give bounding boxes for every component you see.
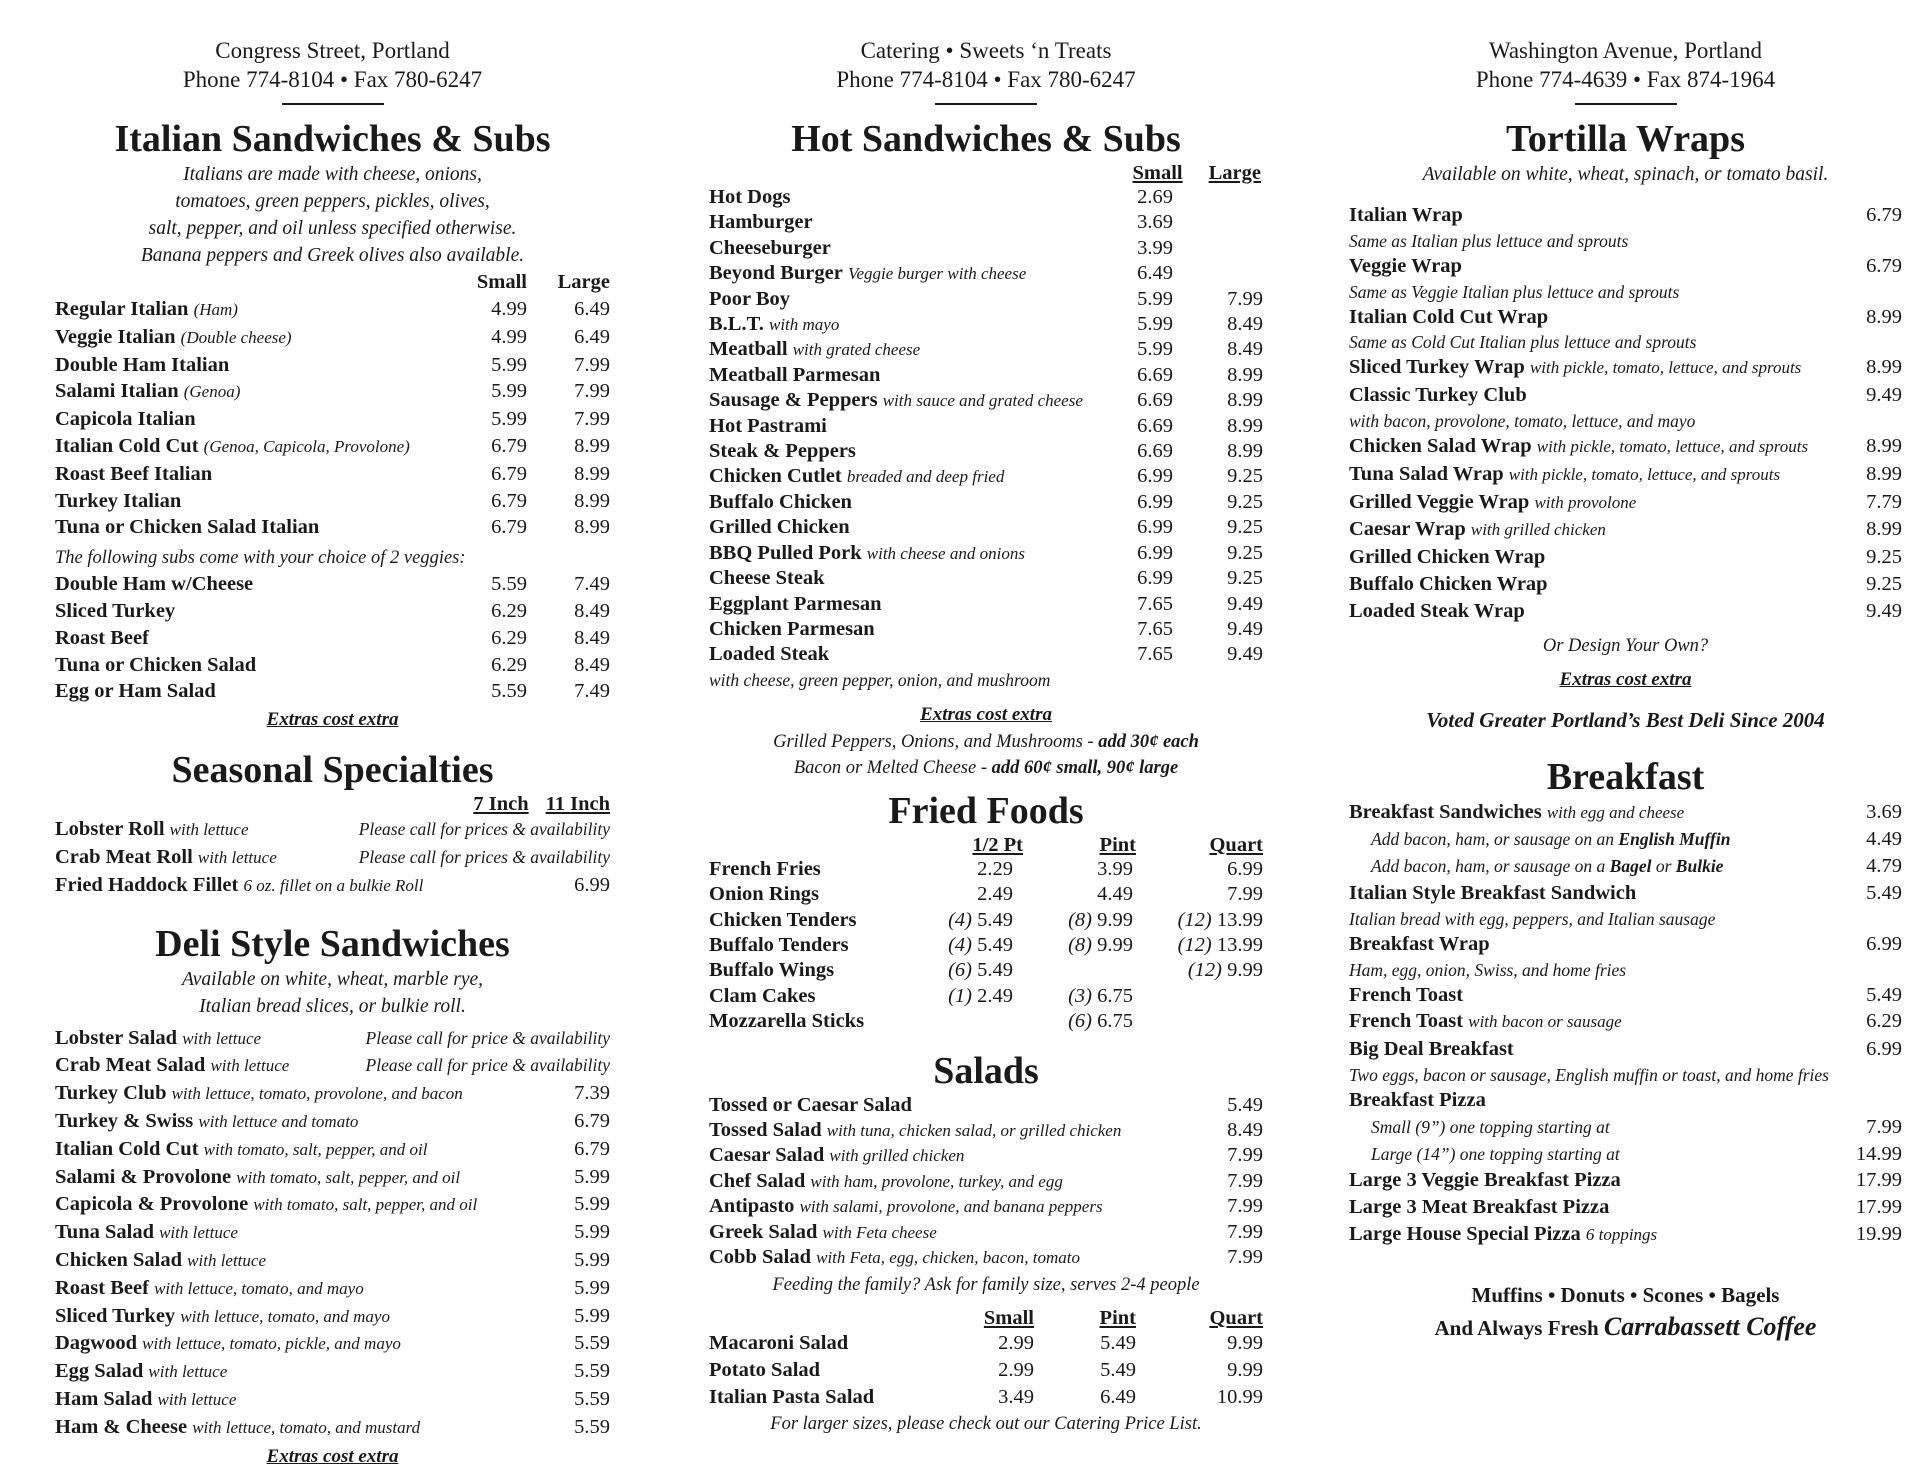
location-address: Congress Street, Portland [215, 38, 450, 63]
list-item: Chef Salad with ham, provolone, turkey, and egg 7.99 [709, 1169, 1263, 1192]
list-item: Hot Pastrami 6.69 8.99 [709, 414, 1263, 437]
list-item: Large 3 Veggie Breakfast Pizza 17.99 [1349, 1169, 1902, 1192]
list-item: French Toast 5.49 [1349, 983, 1902, 1006]
item-description: Same as Italian plus lettuce and sprouts [1349, 230, 1629, 251]
section-title-hot: Hot Sandwiches & Subs [791, 118, 1181, 160]
list-item: Mozzarella Sticks (6) 6.75 [709, 1010, 1133, 1033]
italian-column-headers: Small Large [476, 271, 610, 293]
family-size-note: Feeding the family? Ask for family size, serves 2-4 people [772, 1275, 1200, 1296]
list-item: Tuna or Chicken Salad 6.29 8.49 [55, 653, 610, 676]
extras-note: Extras cost extra [1559, 668, 1692, 690]
hot-list [709, 185, 1263, 668]
list-item: Tuna or Chicken Salad Italian 6.79 8.99 [55, 516, 610, 539]
list-item: Hot Dogs 2.69 [709, 186, 1173, 208]
list-item: Tossed or Caesar Salad 5.49 [709, 1093, 1263, 1116]
list-item: Salami Italian (Genoa) 5.99 7.99 [55, 380, 610, 403]
list-item: Beyond Burger Veggie burger with cheese 6.49 [709, 262, 1173, 285]
list-item: Lobster Roll with lettuce Please call for prices & availability [55, 818, 610, 841]
list-item: Large (14”) one topping starting at 14.99 [1371, 1142, 1902, 1165]
list-item: Greek Salad with Feta cheese 7.99 [709, 1220, 1263, 1243]
location-phone: Phone 774-8104 • Fax 780-6247 [836, 67, 1136, 92]
list-item: Tuna Salad Wrap with pickle, tomato, lettuce, and sprouts 8.99 [1349, 462, 1902, 485]
list-item: Caesar Salad with grilled chicken 7.99 [709, 1144, 1263, 1167]
design-your-own: Or Design Your Own? [1542, 635, 1709, 656]
list-item: Sliced Turkey Wrap with pickle, tomato, lettuce, and sprouts 8.99 [1349, 356, 1902, 379]
list-item: Add bacon, ham, or sausage on a Bagel or Bulkie 4.79 [1371, 855, 1902, 878]
list-item: Sliced Turkey 6.29 8.49 [55, 599, 610, 622]
list-item: Grilled Chicken Wrap 9.25 [1349, 546, 1902, 569]
item-description: Same as Veggie Italian plus lettuce and sprouts [1349, 281, 1680, 302]
extras-note: Extras cost extra [266, 709, 399, 731]
list-item: Cheeseburger 3.99 [709, 236, 1173, 259]
location-phone: Phone 774-8104 • Fax 780-6247 [182, 67, 483, 92]
list-item: Clam Cakes (1) 2.49 (3) 6.75 [709, 984, 1133, 1007]
list-item: French Fries 2.29 3.99 6.99 [709, 857, 1263, 880]
list-item: Regular Italian (Ham) 4.99 6.49 [55, 298, 610, 320]
list-item: Macaroni Salad 2.99 5.49 9.99 [709, 1332, 1263, 1355]
item-description: Italian bread with egg, peppers, and Italian sausage [1349, 908, 1716, 929]
section-title-salads: Salads [933, 1049, 1039, 1092]
list-item: Chicken Salad Wrap with pickle, tomato, lettuce, and sprouts 8.99 [1349, 434, 1902, 457]
list-item: Big Deal Breakfast 6.99 [1349, 1038, 1902, 1061]
section-title-italian: Italian Sandwiches & Subs [114, 118, 551, 160]
list-item: Ham Salad with lettuce 5.59 [55, 1387, 610, 1410]
list-item: Grilled Veggie Wrap with provolone 7.79 [1349, 490, 1902, 513]
veggies-note: The following subs come with your choice of 2 veggies: [55, 548, 466, 569]
item-description: with bacon, provolone, tomato, lettuce, and mayo [1349, 410, 1696, 431]
section-title-deli: Deli Style Sandwiches [155, 922, 510, 965]
list-item: Italian Cold Cut with tomato, salt, pepper, and oil 6.79 [55, 1137, 610, 1160]
wraps-description: Available on white, wheat, spinach, or tomato basil. [1422, 164, 1829, 185]
list-item: Italian Cold Cut (Genoa, Capicola, Provolone) 6.79 8.99 [55, 434, 610, 457]
list-item: BBQ Pulled Pork with cheese and onions 6.99 9.25 [709, 541, 1263, 564]
list-item: Grilled Chicken 6.99 9.25 [709, 516, 1263, 539]
loaded-steak-note: with cheese, green pepper, onion, and mushroom [709, 669, 1051, 690]
section-title-wraps: Tortilla Wraps [1506, 118, 1745, 160]
list-item: B.L.T. with mayo 5.99 8.49 [709, 313, 1263, 336]
list-item: Antipasto with salami, provolone, and banana peppers 7.99 [709, 1195, 1263, 1218]
voted-best-deli: Voted Greater Portland’s Best Deli Since 2004 [1426, 707, 1825, 732]
list-item: Potato Salad 2.99 5.49 9.99 [709, 1359, 1263, 1382]
list-item: Capicola Italian 5.99 7.99 [55, 408, 610, 431]
list-item: Onion Rings 2.49 4.49 7.99 [709, 883, 1263, 906]
item-description: Two eggs, bacon or sausage, English muffin or toast, and home fries [1349, 1064, 1829, 1085]
list-item: Breakfast Wrap 6.99 [1349, 932, 1902, 955]
column-washington-avenue [1349, 36, 1902, 1344]
location-address: Washington Avenue, Portland [1488, 38, 1763, 63]
list-item: Italian Wrap 6.79 [1349, 204, 1902, 226]
list-item: Chicken Cutlet breaded and deep fried 6.99 9.25 [709, 465, 1263, 488]
italian-list [55, 296, 610, 541]
column-congress-street [55, 36, 610, 1471]
list-item: Ham & Cheese with lettuce, tomato, and mustard 5.59 [55, 1415, 610, 1438]
list-item: Veggie Wrap 6.79 [1349, 254, 1902, 277]
fried-column-headers: 1/2 Pt Pint Quart [972, 833, 1263, 856]
list-item: Poor Boy 5.99 7.99 [709, 287, 1263, 310]
list-item: Small (9”) one topping starting at 7.99 [1371, 1115, 1902, 1138]
sides-column-headers: Small Pint Quart [983, 1307, 1263, 1330]
coffee-line: And Always Fresh Carrabassett Coffee [1434, 1311, 1817, 1341]
addon-bacon: Bacon or Melted Cheese - add 60¢ small, 90¢ large [793, 757, 1179, 778]
deli-list [55, 1025, 610, 1442]
seasonal-column-headers: 7 Inch 11 Inch [473, 793, 610, 816]
list-item: Add bacon, ham, or sausage on an English Muffin 4.49 [1371, 828, 1902, 851]
list-item: Sliced Turkey with lettuce, tomato, and mayo 5.99 [55, 1304, 610, 1327]
list-item: Italian Cold Cut Wrap 8.99 [1349, 305, 1902, 328]
list-item: Classic Turkey Club 9.49 [1349, 384, 1902, 407]
list-item: Roast Beef with lettuce, tomato, and mayo 5.99 [55, 1276, 610, 1299]
veggie-subs-list [55, 571, 610, 705]
list-item: Roast Beef Italian 6.79 8.99 [55, 462, 610, 485]
list-item: Egg or Ham Salad 5.59 7.49 [55, 680, 610, 703]
list-item: Chicken Parmesan 7.65 9.49 [709, 617, 1263, 640]
divider [1575, 103, 1677, 105]
list-item: Egg Salad with lettuce 5.59 [55, 1360, 610, 1383]
list-item: Meatball with grated cheese 5.99 8.49 [709, 338, 1263, 361]
location-address: Catering • Sweets ‘n Treats [860, 38, 1112, 63]
seasonal-list [55, 816, 610, 899]
list-item: Double Ham w/Cheese 5.59 7.49 [55, 573, 610, 596]
list-item: Veggie Italian (Double cheese) 4.99 6.49 [55, 325, 610, 348]
catering-note: For larger sizes, please check out our Catering Price List. [770, 1413, 1202, 1434]
list-item: Meatball Parmesan 6.69 8.99 [709, 363, 1263, 386]
list-item: Capicola & Provolone with tomato, salt, pepper, and oil 5.99 [55, 1193, 610, 1216]
list-item: Turkey Italian 6.79 8.99 [55, 489, 610, 512]
breakfast-list [1349, 799, 1902, 1249]
salad-list [709, 1093, 1263, 1271]
list-item: Cobb Salad with Feta, egg, chicken, bacon, tomato 7.99 [709, 1246, 1263, 1268]
list-item: Turkey Club with lettuce, tomato, provolone, and bacon 7.39 [55, 1082, 610, 1105]
list-item: Buffalo Chicken Wrap 9.25 [1349, 572, 1902, 595]
list-item: Buffalo Chicken 6.99 9.25 [709, 490, 1263, 513]
list-item: Crab Meat Roll with lettuce Please call for prices & availability [55, 845, 610, 868]
deli-description: Available on white, wheat, marble rye, Italian bread slices, or bulkie roll. [181, 968, 484, 1017]
list-item: Lobster Salad with lettuce Please call for price & availability [55, 1026, 610, 1049]
divider [282, 103, 384, 105]
list-item: Dagwood with lettuce, tomato, pickle, and mayo 5.59 [55, 1332, 610, 1355]
list-item: Hamburger 3.69 [709, 211, 1173, 234]
list-item: Chicken Salad with lettuce 5.99 [55, 1248, 610, 1271]
wrap-list [1349, 202, 1902, 625]
list-item: Roast Beef 6.29 8.49 [55, 626, 610, 649]
italian-description: Italians are made with cheese, onions, tomatoes, green peppers, pickles, olives, salt, pepper, and oil unless specified otherwise. Banana peppers and Greek olives also available. [140, 164, 525, 266]
list-item: Breakfast Pizza [1349, 1088, 1486, 1111]
bakery-items: Muffins • Donuts • Scones • Bagels [1471, 1282, 1780, 1307]
side-salads-list [709, 1330, 1263, 1410]
list-item: Breakfast Sandwiches with egg and cheese 3.69 [1349, 800, 1902, 823]
list-item: Loaded Steak Wrap 9.49 [1349, 599, 1902, 622]
list-item: Chicken Tenders (4) 5.49 (8) 9.99 (12) 13.99 [709, 908, 1263, 931]
coffee-brand: Carrabassett Coffee [1603, 1311, 1817, 1341]
list-item: Tossed Salad with tuna, chicken salad, or grilled chicken 8.49 [709, 1118, 1263, 1141]
list-item: Caesar Wrap with grilled chicken 8.99 [1349, 518, 1902, 541]
list-item: Eggplant Parmesan 7.65 9.49 [709, 592, 1263, 615]
list-item: Double Ham Italian 5.99 7.99 [55, 353, 610, 376]
list-item: French Toast with bacon or sausage 6.29 [1349, 1010, 1902, 1033]
list-item: Cheese Steak 6.99 9.25 [709, 567, 1263, 590]
hot-column-headers: Small Large [1132, 162, 1261, 184]
item-description: Same as Cold Cut Italian plus lettuce and sprouts [1349, 332, 1697, 353]
section-title-breakfast: Breakfast [1546, 755, 1705, 798]
column-catering [709, 36, 1263, 1437]
list-item: Buffalo Tenders (4) 5.49 (8) 9.99 (12) 13.99 [709, 933, 1263, 956]
fried-list [709, 857, 1263, 1035]
extras-note: Extras cost extra [266, 1445, 399, 1467]
list-item: Tuna Salad with lettuce 5.99 [55, 1221, 610, 1244]
list-item: Turkey & Swiss with lettuce and tomato 6.79 [55, 1109, 610, 1132]
list-item: Loaded Steak 7.65 9.49 [709, 643, 1263, 666]
addon-peppers: Grilled Peppers, Onions, and Mushrooms - add 30¢ each [773, 731, 1199, 752]
item-description: Ham, egg, onion, Swiss, and home fries [1349, 959, 1627, 980]
section-title-fried: Fried Foods [888, 789, 1084, 832]
divider [935, 103, 1037, 105]
list-item: Large House Special Pizza 6 toppings 19.99 [1349, 1222, 1902, 1245]
list-item: Buffalo Wings (6) 5.49 (12) 9.99 [709, 959, 1263, 982]
list-item: Steak & Peppers 6.69 8.99 [709, 440, 1263, 463]
section-title-seasonal: Seasonal Specialties [171, 749, 494, 792]
list-item: Sausage & Peppers with sauce and grated cheese 6.69 8.99 [709, 389, 1263, 412]
list-item: Crab Meat Salad with lettuce Please call for price & availability [55, 1054, 610, 1077]
list-item: Italian Pasta Salad 3.49 6.49 10.99 [709, 1386, 1263, 1408]
list-item: Italian Style Breakfast Sandwich 5.49 [1349, 881, 1902, 904]
list-item: Large 3 Meat Breakfast Pizza 17.99 [1349, 1196, 1902, 1219]
list-item: Fried Haddock Fillet 6 oz. fillet on a bulkie Roll 6.99 [55, 873, 610, 896]
location-phone: Phone 774-4639 • Fax 874-1964 [1475, 67, 1776, 92]
extras-note: Extras cost extra [920, 703, 1052, 725]
list-item: Salami & Provolone with tomato, salt, pepper, and oil 5.99 [55, 1165, 610, 1188]
